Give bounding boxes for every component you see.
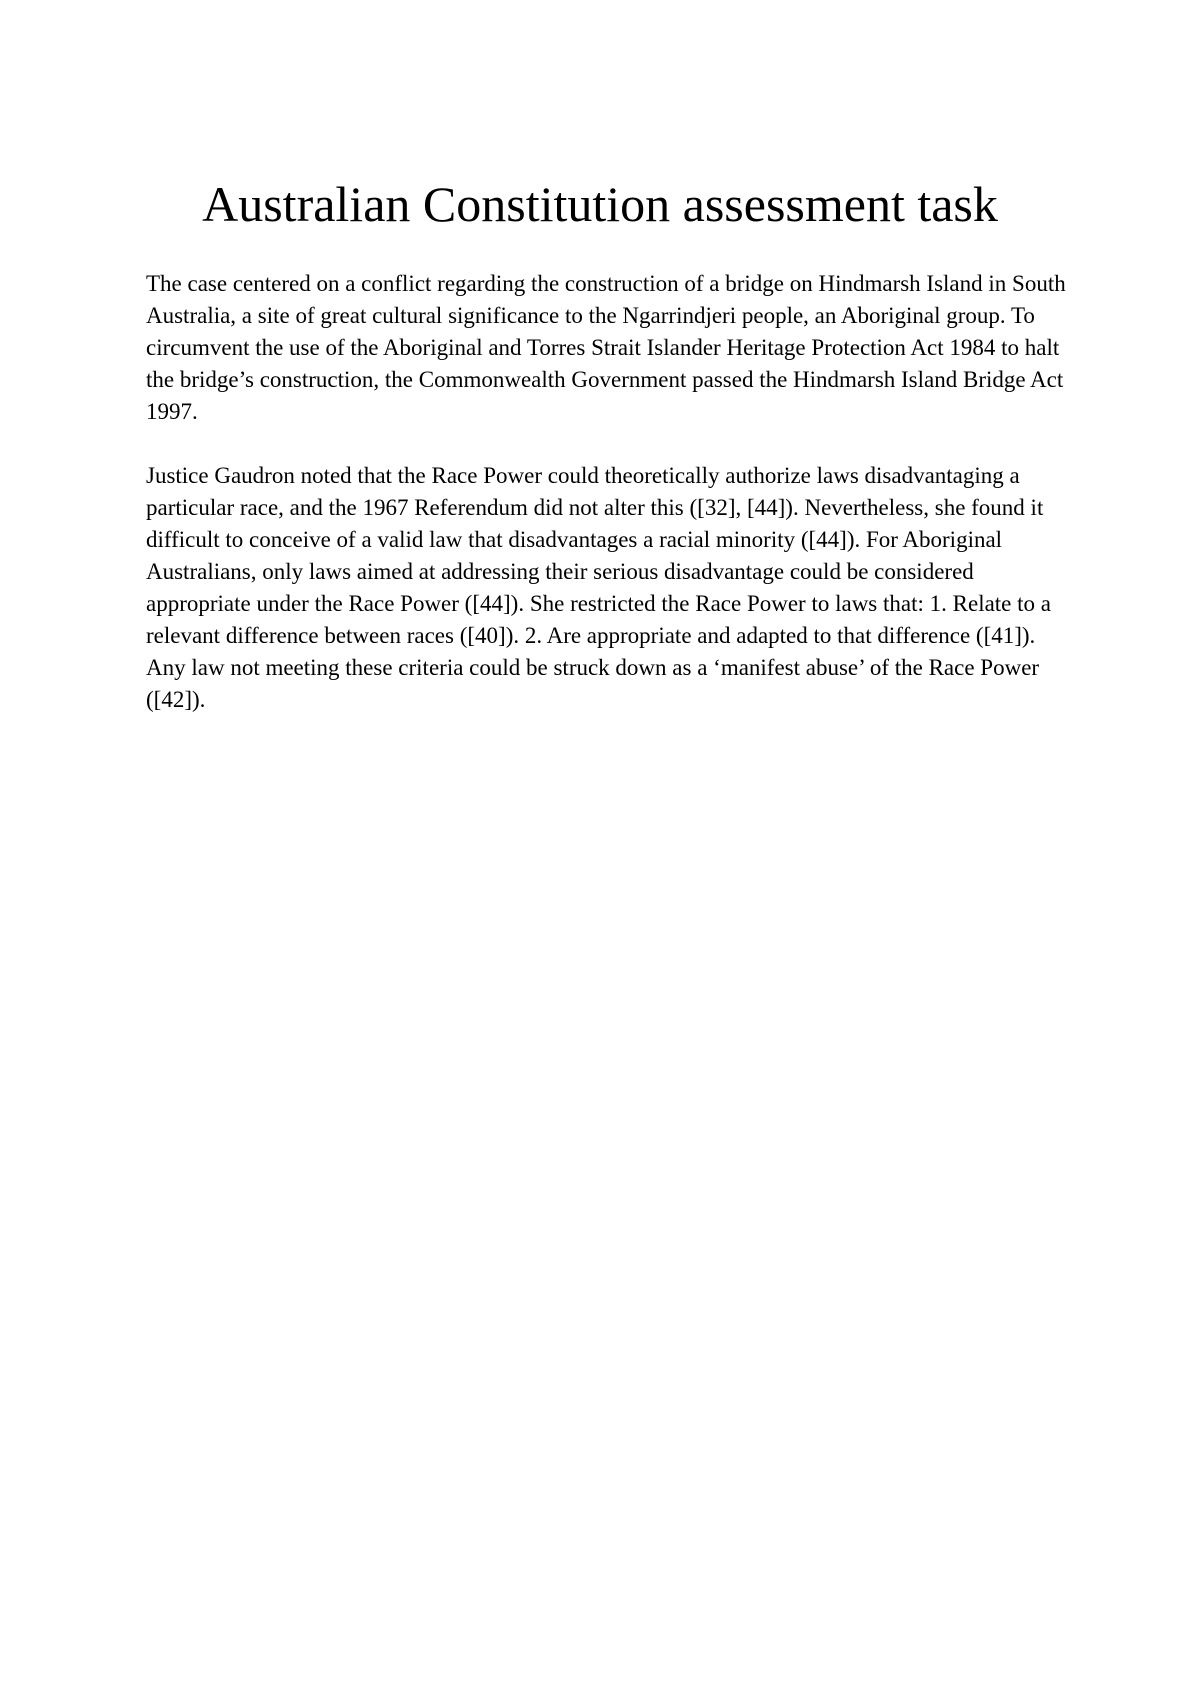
paragraph-justice-gaudron: Justice Gaudron noted that the Race Power could theoretically authorize laws disadvantaging a particular race, and the 1967 Referendum did not alter this ([32], [44]). Nevertheless, she found it difficult to conceive of a valid law that disadvantages a racial minority ([44]). For Aboriginal Australians, only laws aimed at addressing their serious disadvantage could be considered appropriate under the Race Power ([44]). She restricted the Race Power to laws that: 1. Relate to a relevant difference between races ([40]). 2. Are appropriate and adapted to that difference ([41]). Any law not meeting these criteria could be struck down as a ‘manifest abuse’ of the Race Power ([42]).	[146, 463, 1051, 712]
document-body	[146, 268, 1076, 748]
document-title: Australian Constitution assessment task	[202, 176, 998, 232]
paragraph-case-background: The case centered on a conflict regarding the construction of a bridge on Hindmarsh Island in South Australia, a site of great cultural significance to the Ngarrindjeri people, an Aboriginal group. To circumvent the use of the Aboriginal and Torres Strait Islander Heritage Protection Act 1984 to halt the bridge’s construction, the Commonwealth Government passed the Hindmarsh Island Bridge Act 1997.	[146, 271, 1066, 424]
